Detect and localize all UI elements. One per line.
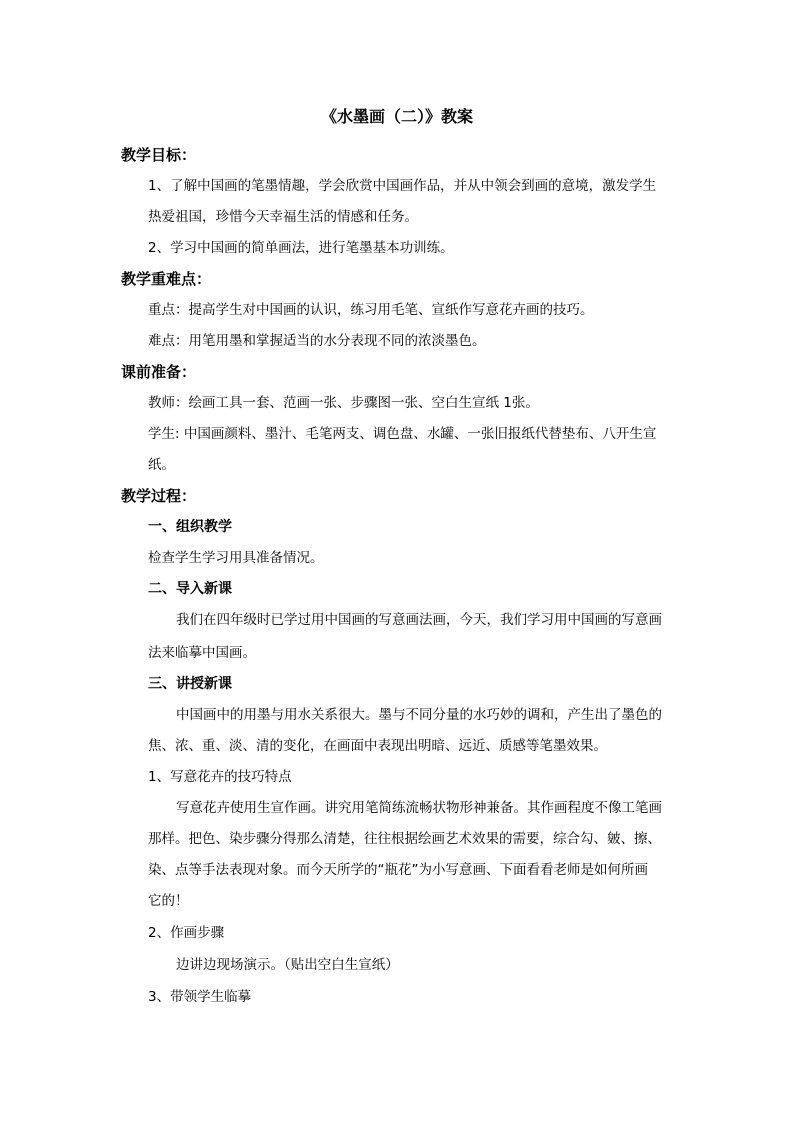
goals-line-3: 2、学习中国画的简单画法，进行笔墨基本功训练。	[148, 240, 454, 256]
part3-line-10: 3、带领学生临摹	[148, 989, 252, 1005]
key-points-line-1: 重点：提高学生对中国画的认识，练习用毛笔、宣纸作写意花卉画的技巧。	[148, 302, 594, 318]
part3-line-8: 2、作画步骤	[148, 925, 225, 941]
part3-line-6: 染、点等手法表现对象。而今天所学的“瓶花”为小写意画、下面看看老师是如何所画	[148, 862, 648, 878]
part-heading-organize: 一、组织教学	[148, 519, 232, 535]
section-heading-preparation: 课前准备：	[121, 363, 197, 381]
preparation-line-2: 学生: 中国画颜料、墨汁、毛笔两支、调色盘、水罐、一张旧报纸代替垫布、八开生宣	[148, 426, 657, 442]
preparation-line-3: 纸。	[148, 457, 175, 473]
part-heading-teach: 三、讲授新课	[148, 676, 232, 692]
part3-line-4: 写意花卉使用生宣作画。讲究用笔简练流畅状物形神兼备。其作画程度不像工笔画	[176, 800, 662, 816]
part3-line-5: 那样。把色、染步骤分得那么清楚，往往根据绘画艺术效果的需要，综合勾、皴、擦、	[148, 831, 661, 847]
part1-line-1: 检查学生学习用具准备情况。	[148, 550, 324, 566]
section-heading-goals: 教学目标：	[121, 146, 197, 164]
page-title: 《水墨画（二）》教案	[320, 107, 473, 126]
key-points-line-2: 难点：用笔用墨和掌握适当的水分表现不同的浓淡墨色。	[148, 333, 486, 349]
goals-line-2: 热爱祖国，珍惜今天幸福生活的情感和任务。	[148, 209, 418, 225]
preparation-line-1: 教师：绘画工具一套、范画一张、步骤图一张、空白生宣纸 1张。	[148, 395, 539, 411]
part3-line-1: 中国画中的用墨与用水关系很大。墨与不同分量的水巧妙的调和，产生出了墨色的	[176, 707, 662, 723]
part2-line-1: 我们在四年级时已学过用中国画的写意画法画，今天，我们学习用中国画的写意画	[176, 612, 662, 628]
part3-line-7: 它的！	[148, 893, 189, 909]
part3-line-9: 边讲边现场演示。（贴出空白生宣纸）	[176, 957, 399, 973]
part-heading-intro: 二、导入新课	[148, 581, 232, 597]
part2-line-2: 法来临摹中国画。	[148, 645, 256, 661]
section-heading-process: 教学过程：	[121, 487, 197, 505]
goals-line-1: 1、了解中国画的笔墨情趣，学会欣赏中国画作品，并从中领会到画的意境，激发学生	[148, 178, 657, 194]
part3-line-3: 1、写意花卉的技巧特点	[148, 769, 292, 785]
section-heading-key-points: 教学重难点：	[121, 270, 212, 288]
part3-line-2: 焦、浓、重、淡、清的变化，在画面中表现出明暗、远近、质感等笔墨效果。	[148, 738, 607, 754]
